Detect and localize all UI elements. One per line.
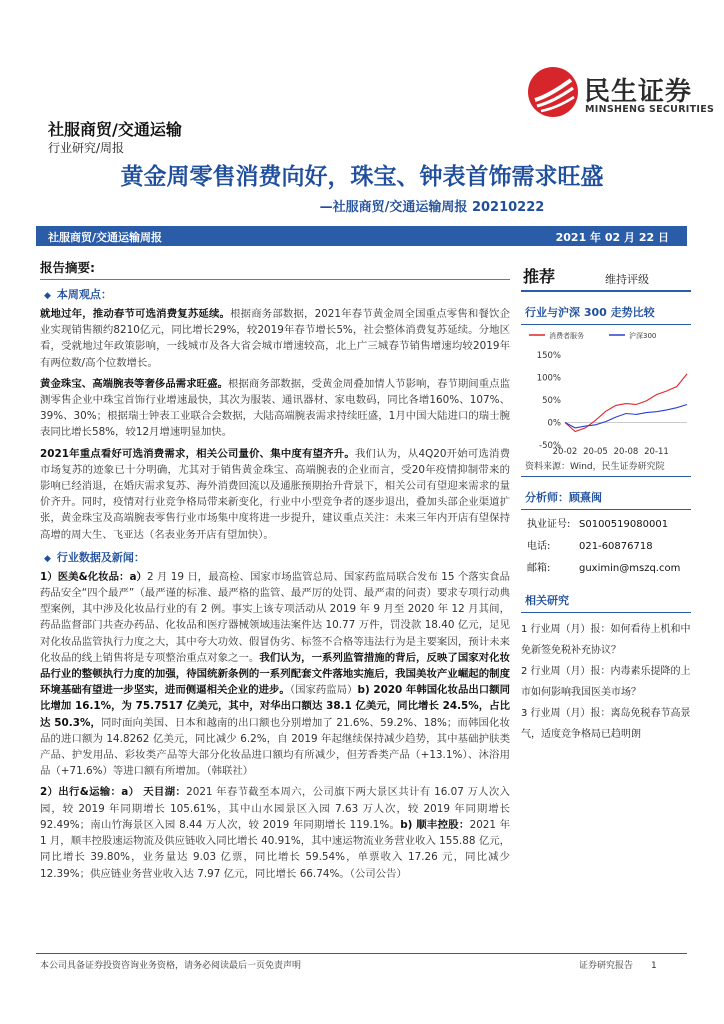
legend-label: 消费者服务 xyxy=(549,332,584,340)
paragraph-1: 就地过年，推动春节可选消费复苏延续。根据商务部数据，2021年春节黄金周全国重点零售和餐饮企业实现销售额约8210亿元，同比增长29%，较2019年春节增长5%，社会整体消费复苏延续。分地区看，受就地过年政策影响，一线城市及各大省会城市增速较高，北上广三城春节销售增速均较2019年有两位数/高个位数增长。 xyxy=(40,308,510,369)
analyst-row: 执业证号: S0100519080001 xyxy=(527,519,669,530)
paragraph-3: 2021年重点看好可选消费需求，相关公司量价、集中度有望齐升。我们认为，从4Q20开始可选消费市场复苏的迹象已十分明确，尤其对于销售黄金珠宝、高端腕表的企业而言，受20年疫情抑制带来的影响已经消退，在婚庆需求复苏、海外消费回流以及通胀预期抬升背景下，相关公司有望迎来需求的量价齐升。同时，疫情对行业竞争格局带来新变化，行业中小型竞争者的逐步退出，叠加头部企业渠道扩张，黄金珠宝及高端腕表零售行业市场集中度将进一步提升，建议重点关注：未来三年内开店有望保持高增的周大生、飞亚达（名表业务开店有望加快）。 xyxy=(40,447,510,541)
logo-english-text: MINSHENG SECURITIES xyxy=(585,104,715,115)
section-news-heading: ◆ 行业数据及新闻： xyxy=(44,550,145,564)
x-tick-label: 20-05 xyxy=(583,447,608,455)
related-item[interactable]: 3 行业周（月）报：离岛免税春节高景气，适度竞争格局已趋明朗 xyxy=(521,708,691,740)
rating-note: 维持评级 xyxy=(605,273,649,286)
y-tick-label: 100% xyxy=(536,373,561,384)
chart-heading: 行业与沪深 300 走势比较 xyxy=(521,302,691,325)
trend-chart xyxy=(521,325,691,455)
legend-label: 沪深300 xyxy=(629,332,657,340)
paragraph-transport: 2）出行&运输：a） 天目湖：2021 年春节截至本周六，公司旗下两大景区共计有 16.07 万人次入园，较 2019 年同期增长 105.61%，其中山水园景区入园 7.63 万人次，较 2019 年同期增长 92.49%；南山竹海景区入园 8.44 万人次，较 2019 年同期增长 119.1%。b) 顺丰控股：2021 年 1 月，顺丰控股速运物流及供应链收入同比增长 40.91%，其中速运物流业务营业收入 155.88 亿元，同比增长 39.80%，业务量达 9.03 亿票，同比增长 59.54%，单票收入 17.26 元，同比减少 12.39%；供应链业务营业收入达 7.97 亿元，同比增长 66.74%。（公司公告） xyxy=(40,786,510,880)
doc-type-label: 行业研究/周报 xyxy=(48,141,125,155)
paragraph-2: 黄金珠宝、高端腕表等奢侈品需求旺盛。根据商务部数据，受黄金周叠加情人节影响，春节期间重点监测零售企业中珠宝首饰行业增速最快，其次为服装、通讯器材、家电数码，同比各增160%、107%、39%、30%；根据瑞士钟表工业联合会数据，大陆高端腕表需求持续旺盛，1月中国大陆进口的瑞士腕表同比增长58%，较12月增速明显加快。 xyxy=(40,377,511,439)
report-title: 黄金周零售消费向好，珠宝、钟表首饰需求旺盛 xyxy=(120,164,604,190)
section-views-heading: ◆ 本周观点： xyxy=(44,288,112,301)
footer-divider xyxy=(36,953,687,954)
related-item[interactable]: 2 行业周（月）报：内毒素乐提降的上市如何影响我国医美市场？ xyxy=(521,666,691,698)
weekly-report-label: 社服商贸/交通运输周报 xyxy=(48,231,163,244)
y-tick-label: 50% xyxy=(542,396,561,406)
footer-page: 证券研究报告 1 xyxy=(579,961,657,971)
y-tick-label: 150% xyxy=(536,351,561,361)
paragraph-cosmetics: 1）医美&化妆品：a）2 月 19 日，最高检、国家市场监管总局、国家药监局联合发布 15 个落实食品药品安全“四个最严”（最严谨的标准、最严格的监管、最严厉的处罚、最严肃的问责）要求专项行动典型案例，其中涉及化妆品行业的有 2 例。事实上该专项活动从 2019 年 9 月至 2020 年 12 月其间，药品监督部门共查办药品、化妆品和医疗器械领域违法案件达 10.77 万件，罚没款 18.40 亿元，足见对化妆品监管执行力度之大，其中夸大功效、假冒伪劣、标签不合格等违法行为是主要案因，预计未来化妆品的线上销售将是专项整治重点对象之一。我们认为，一系列监管措施的背后，反映了国家对化妆品行业的整顿执行力度的加强，待国统新条例的一系列配套文件落地实施后，我国美妆产业崛起的制度环境基础有望进一步坚实，进而侧逼相关企业的进步。（国家药监局）b) 2020 年韩国化妆品出口额同比增加 16.1%，为 75.7517 亿美元，其中，对华出口额达 38.1 亿美元，同比增长 24.5%，占比达 50.3%，同时面向美国、日本和越南的出口额也分别增加了 21.6%、59.2%、18%；而韩国化妆品的进口额为 14.8262 亿美元，同比减少 6.2%，自 2019 年起继续保持减少趋势，其中基础护肤类产品、护发用品、彩妆类产品等大部分化妆品进口额均有所减少，但芳香类产品（+13.1%）、沐浴用品（+71.6%）等进口额有所增加。（韩联社） xyxy=(40,570,510,778)
summary-column xyxy=(40,258,510,887)
x-tick-label: 20-11 xyxy=(644,447,669,455)
x-tick-label: 20-02 xyxy=(552,447,578,455)
series-line-0 xyxy=(565,374,687,432)
analyst-heading: 分析师：顾熹闽 xyxy=(521,487,691,510)
related-heading: 相关研究 xyxy=(521,590,691,613)
y-tick-label: -50% xyxy=(539,441,561,451)
analyst-info xyxy=(521,510,691,580)
logo-text: 民生证券 xyxy=(584,77,693,107)
chart-source: 资料来源：Wind，民生证券研究院 xyxy=(521,459,691,477)
related-item[interactable]: 1 行业周（月）报：如何看待上机和中免新签免税补充协议？ xyxy=(521,624,691,656)
sidebar-column xyxy=(521,262,691,745)
report-subtitle: —社服商贸/交通运输周报 20210222 xyxy=(319,200,545,215)
rating-row xyxy=(521,262,691,292)
bullet-icon: ◆ xyxy=(44,291,51,301)
related-list xyxy=(521,613,691,745)
footer-disclaimer: 本公司具备证券投资咨询业务资格，请务必阅读最后一页免责声明 xyxy=(40,961,302,971)
minsheng-logo-icon xyxy=(527,66,579,118)
analyst-row: 邮箱: guximin@mszq.com xyxy=(527,563,681,574)
series-line-1 xyxy=(565,405,687,428)
x-tick-label: 20-08 xyxy=(613,447,639,455)
header-bar xyxy=(36,226,687,246)
industry-label: 社服商贸/交通运输 xyxy=(48,120,182,139)
summary-heading: 报告摘要: xyxy=(40,258,510,280)
analyst-row: 电话: 021-60876718 xyxy=(527,541,653,552)
y-tick-label: 0% xyxy=(547,418,561,429)
bullet-icon: ◆ xyxy=(44,553,51,564)
rating-value: 推荐 xyxy=(523,267,556,286)
report-date: 2021 年 02 月 22 日 xyxy=(555,231,669,244)
